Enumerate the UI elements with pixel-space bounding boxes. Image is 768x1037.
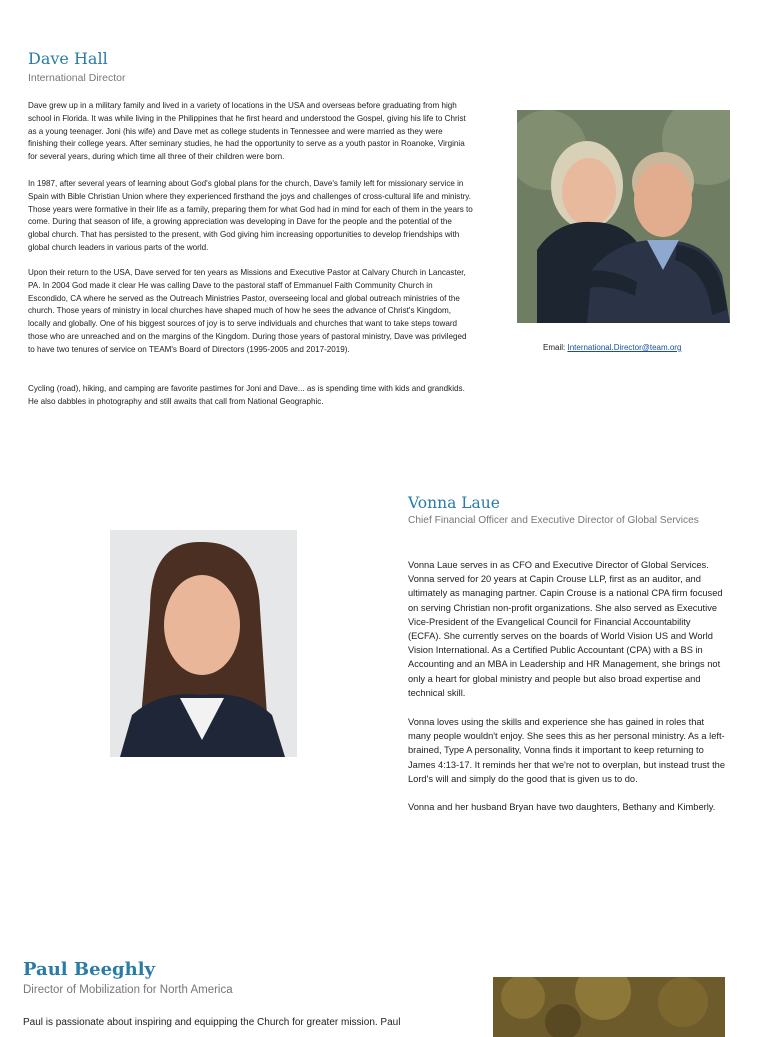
profile-name-vonna-laue: Vonna Laue bbox=[408, 494, 500, 512]
bio-paragraph: Vonna and her husband Bryan have two daughters, Bethany and Kimberly. bbox=[408, 802, 716, 812]
bio-paragraph: Paul is passionate about inspiring and equipping the Church for greater mission. Paul bbox=[23, 1017, 401, 1028]
profile-photo-dave-and-joni bbox=[517, 110, 730, 323]
bio-paragraph: Vonna Laue serves in as CFO and Executive Director of Global Services. Vonna served for 20 years at Capin Crouse LLP, first as an auditor, and ultimately as managing partner. Capin Crouse is a national CPA firm focused on serving Christian non-profit organizations. She also served as Executive Vice-President of the Evangelical Council for Financial Accountability (ECFA). She currently serves on the boards of World Vision US and World Vision International. As a Certified Public Accountant (CPA) with a BS in Accounting and an MBA in Leadership and HR Management, she brings not only a heart for global ministry and people but also broad expertise and technical skill. bbox=[408, 560, 723, 698]
profile-role-vonna-laue: Chief Financial Officer and Executive Director of Global Services bbox=[408, 515, 699, 526]
email-line bbox=[543, 343, 681, 352]
bio-paragraph: Upon their return to the USA, Dave served for ten years as Missions and Executive Pastor at Calvary Church in Lancaster, PA. In 2004 God made it clear He was calling Dave to the pastoral staff of Emmanuel Faith Community Church in Escondido, CA where he served as the Outreach Ministries Pastor, overseeing local and global outreach ministries of the church. Those years of ministry in local churches have shaped much of how he sees the advance of Christ's Kingdom, locally and globally. One of his biggest sources of joy is to serve individuals and churches that want to take steps toward those who are unreached and on the margins of the Kingdom. During those years of pastoral ministry, Dave was privileged to have two tenures of service on TEAM's Board of Directors (1995-2005 and 2017-2019). bbox=[28, 268, 467, 354]
profile-name-dave-hall: Dave Hall bbox=[28, 49, 108, 68]
profile-role-paul-beeghly: Director of Mobilization for North America bbox=[23, 984, 233, 996]
bio-paragraph: Dave grew up in a military family and lived in a variety of locations in the USA and overseas before graduating from high school in Florida. It was while living in the Philippines that he first heard and understood the Gospel, giving his life to Christ as a young teenager. Joni (his wife) and Dave met as college students in Tennessee and were married as they were finishing their college years. After seminary studies, he had the opportunity to serve as a youth pastor in Roanoke, Virginia for several years, during which time all three of their children were born. bbox=[28, 101, 466, 162]
email-link[interactable]: International.Director@team.org bbox=[567, 343, 682, 352]
profile-photo-paul-beeghly bbox=[493, 977, 725, 1037]
email-label: Email: bbox=[543, 343, 566, 352]
bio-paragraph: In 1987, after several years of learning about God's global plans for the church, Dave's family left for missionary service in Spain with Bible Christian Union where they experienced firsthand the joys and challenges of cross-cultural life and ministry. Those years were formative in their life as a family, preparing them for what God had in mind for each of them in the years to come. During that season of life, a growing appreciation was developing in Dave for the people and the potential of the global church. That has persisted to the present, with God giving him increasing opportunities to develop friendships with global church leaders in various parts of the world. bbox=[28, 179, 473, 252]
profile-photo-vonna-laue bbox=[110, 530, 297, 757]
bio-paragraph: Vonna loves using the skills and experience she has gained in roles that many people wouldn't enjoy. She sees this as her personal ministry. As a left-brained, Type A personality, Vonna finds it important to keep returning to James 4:13-17. It reminds her that we're not to overplan, but instead trust the Lord's will and simply do the good that is given us to do. bbox=[408, 717, 726, 784]
profile-name-paul-beeghly: Paul Beeghly bbox=[23, 959, 155, 980]
bio-paragraph: Cycling (road), hiking, and camping are favorite pastimes for Joni and Dave... as is spending time with kids and grandkids. He also dabbles in photography and still awaits that call from National Geographic. bbox=[28, 384, 465, 406]
profile-role-dave-hall: International Director bbox=[28, 72, 126, 84]
